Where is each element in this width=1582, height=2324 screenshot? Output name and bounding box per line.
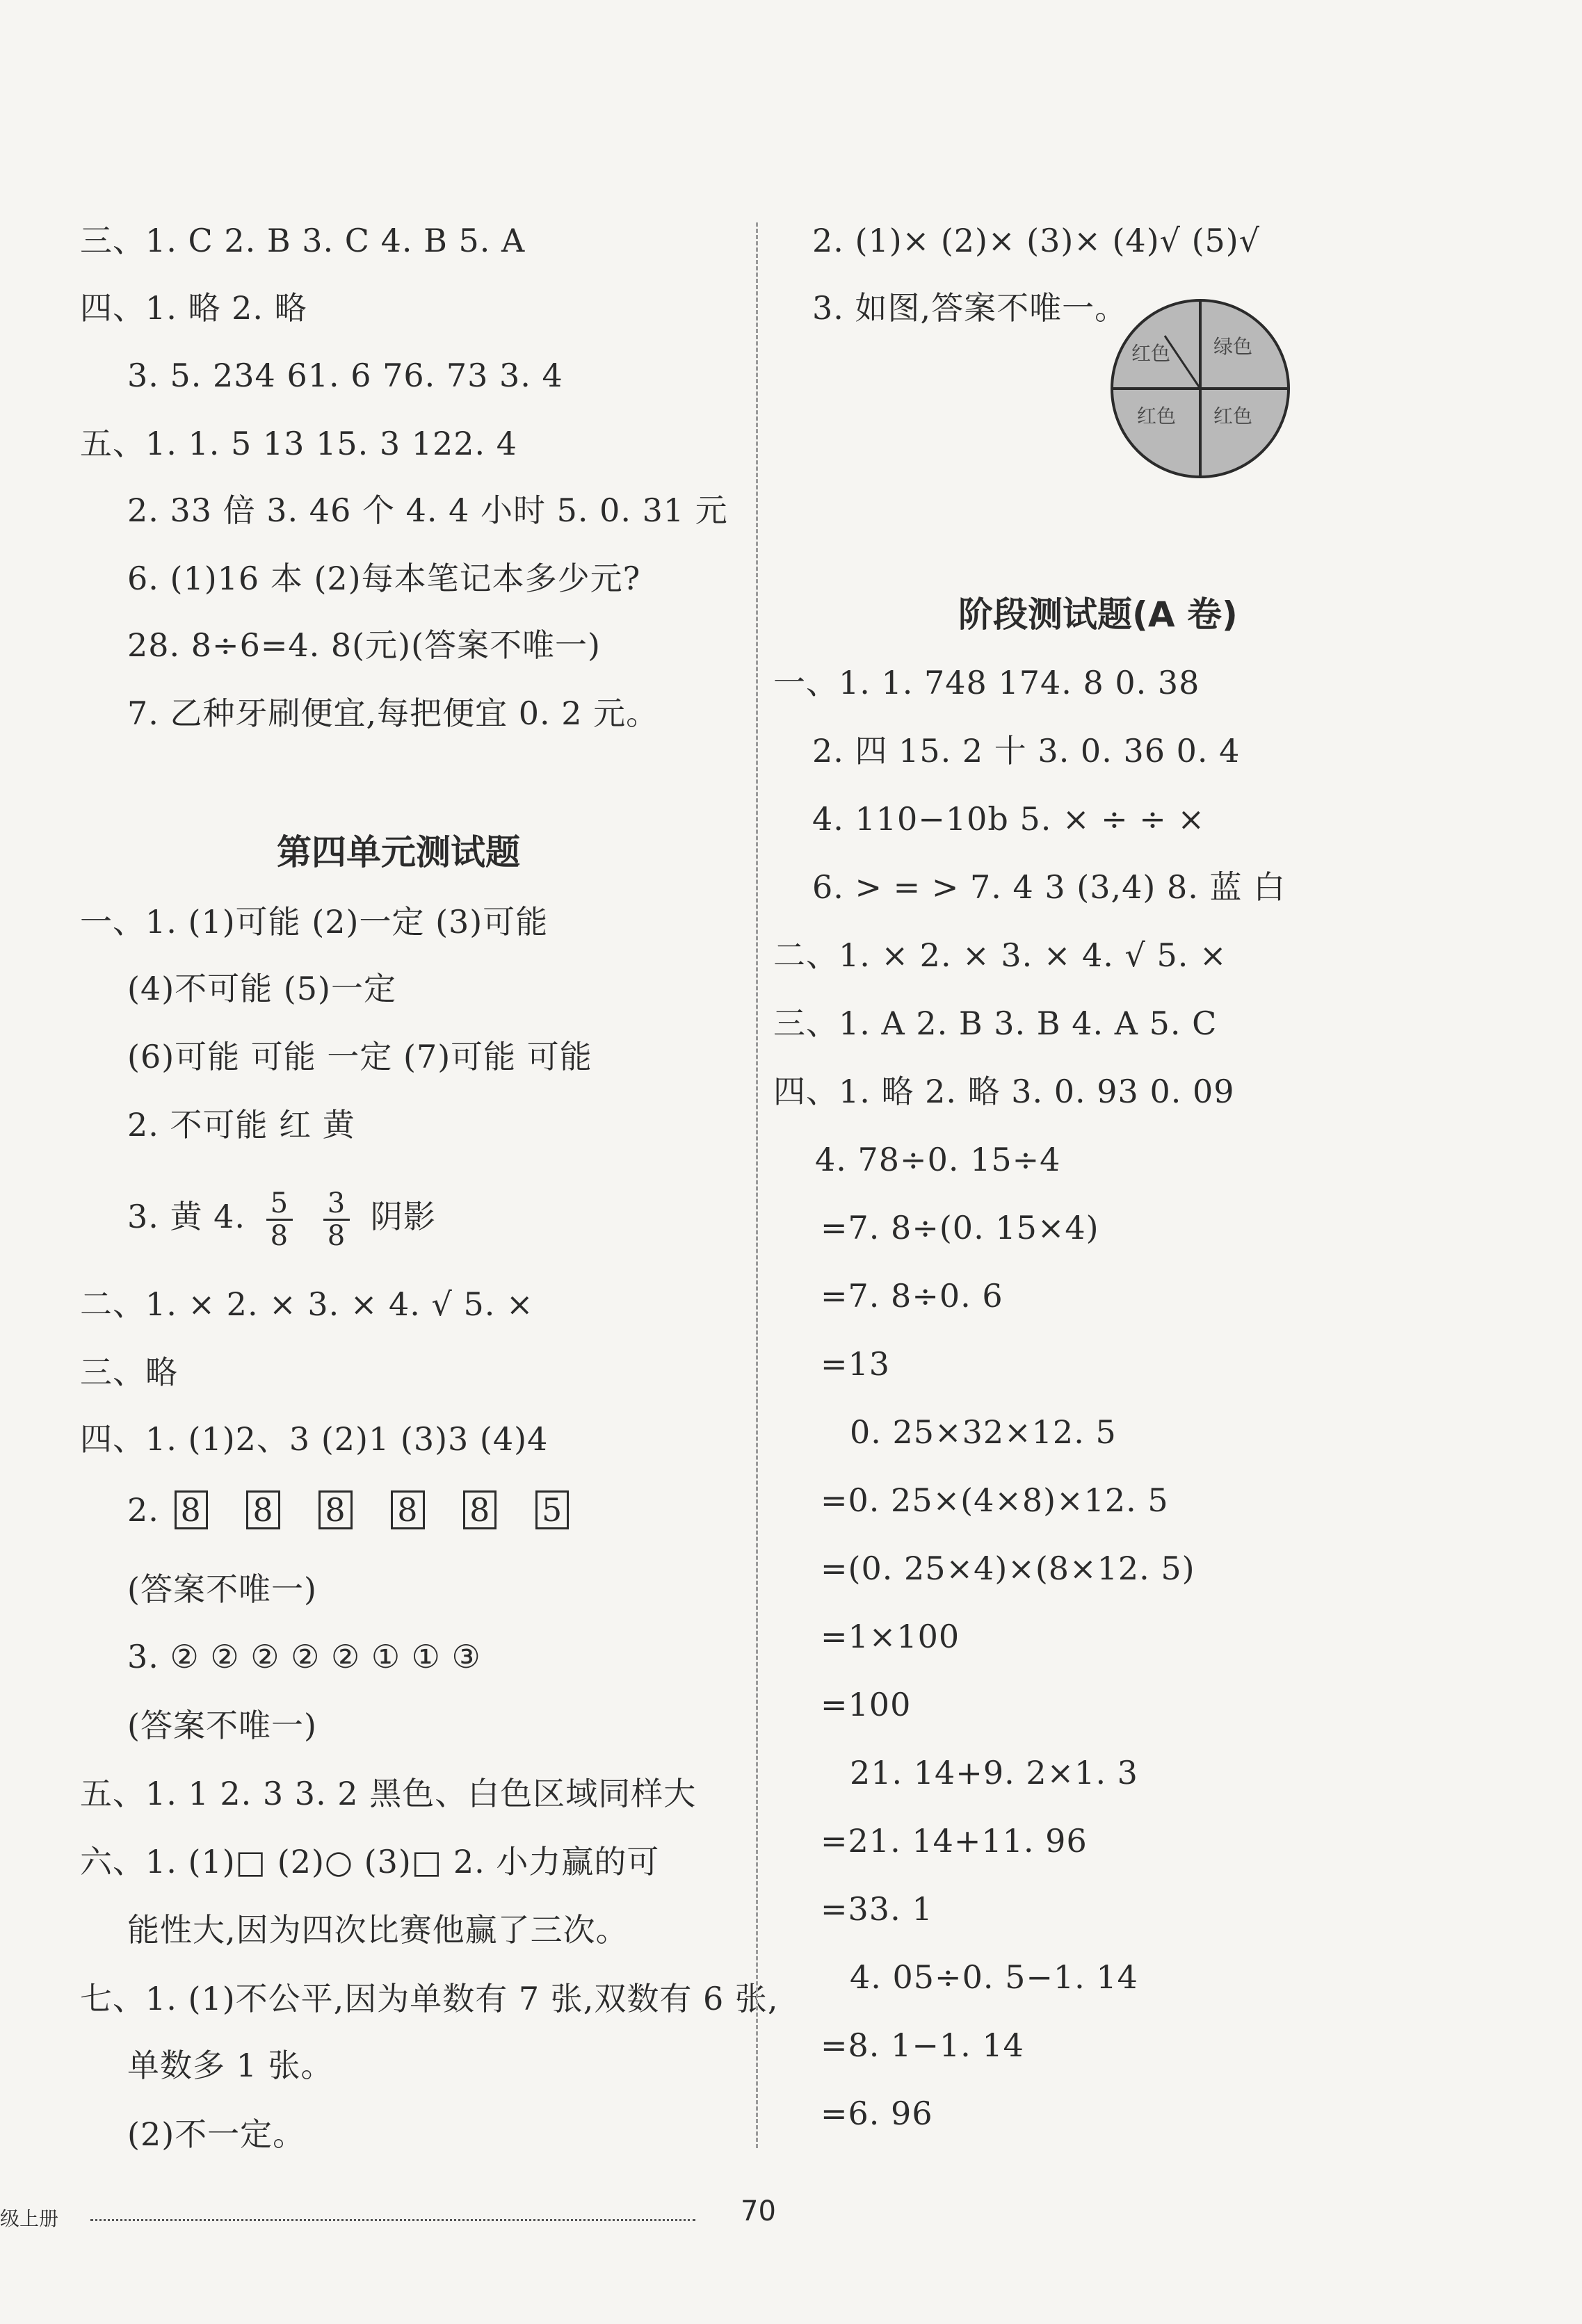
calc-line: =1×100 xyxy=(821,1618,960,1655)
answer-line: 五、1. 1. 5 13 15. 3 122. 4 xyxy=(80,425,518,462)
digit-box: 8 xyxy=(246,1490,280,1529)
answer-line: (6)可能 可能 一定 (7)可能 可能 xyxy=(127,1038,592,1075)
answer-line: 七、1. (1)不公平,因为单数有 7 张,双数有 6 张, xyxy=(80,1980,779,2017)
section-title-stage-test: 阶段测试题(A 卷) xyxy=(958,594,1238,635)
answer-line: 3. 如图,答案不唯一。 xyxy=(812,289,1128,327)
answer-line: 六、1. (1)□ (2)○ (3)□ 2. 小力赢的可 xyxy=(80,1843,660,1880)
answer-line: 三、1. C 2. B 3. C 4. B 5. A xyxy=(80,222,526,259)
pie-label: 绿色 xyxy=(1213,335,1253,358)
answer-line: 6. > = > 7. 4 3 (3,4) 8. 蓝 白 xyxy=(812,868,1286,906)
calc-line: =21. 14+11. 96 xyxy=(821,1822,1088,1860)
answer-line: 一、1. (1)可能 (2)一定 (3)可能 xyxy=(80,903,549,941)
answer-line: 五、1. 1 2. 3 3. 2 黑色、白色区域同样大 xyxy=(80,1775,697,1812)
q3-suffix: 阴影 xyxy=(370,1198,436,1235)
answer-line: 2. (1)× (2)× (3)× (4)√ (5)√ xyxy=(812,222,1261,259)
numerator: 5 xyxy=(266,1188,293,1221)
boxes-prefix: 2. xyxy=(127,1491,159,1529)
digit-box: 8 xyxy=(318,1490,352,1529)
calc-line: 21. 14+9. 2×1. 3 xyxy=(850,1754,1138,1791)
pie-label: 红色 xyxy=(1213,405,1253,428)
pie-label: 红色 xyxy=(1137,405,1177,428)
answer-line: 四、1. (1)2、3 (2)1 (3)3 (4)4 xyxy=(80,1420,549,1458)
answer-line: 2. 33 倍 3. 46 个 4. 4 小时 5. 0. 31 元 xyxy=(127,491,728,529)
answer-line: 2. 不可能 红 黄 xyxy=(127,1106,355,1144)
digit-box: 5 xyxy=(535,1490,569,1529)
answer-line: (答案不唯一) xyxy=(127,1570,317,1608)
footer-dotted-rule xyxy=(90,2219,695,2221)
answer-line: (2)不一定。 xyxy=(127,2115,306,2153)
q3-prefix: 3. 黄 4. xyxy=(127,1198,246,1235)
calc-line: 0. 25×32×12. 5 xyxy=(850,1413,1117,1451)
answer-line: 3. ② ② ② ② ② ① ① ③ xyxy=(127,1638,481,1675)
fraction-3-8 xyxy=(323,1188,350,1251)
calc-line: 4. 05÷0. 5−1. 14 xyxy=(850,1958,1138,1996)
answer-line: 6. (1)16 本 (2)每本笔记本多少元? xyxy=(127,560,641,597)
answer-line: 四、1. 略 2. 略 xyxy=(80,289,307,327)
digit-box: 8 xyxy=(463,1490,497,1529)
digit-box: 8 xyxy=(391,1490,424,1529)
answer-line: 3. 5. 234 61. 6 76. 73 3. 4 xyxy=(127,357,563,394)
calc-line: =7. 8÷(0. 15×4) xyxy=(821,1209,1099,1246)
pie-label: 红色 xyxy=(1131,342,1171,365)
calc-line: =33. 1 xyxy=(821,1890,933,1928)
answer-line: 三、略 xyxy=(80,1354,178,1391)
denominator: 8 xyxy=(270,1219,289,1252)
answer-line: 28. 8÷6=4. 8(元)(答案不唯一) xyxy=(127,626,601,664)
answer-line: 能性大,因为四次比赛他赢了三次。 xyxy=(127,1911,629,1949)
answer-line: 一、1. 1. 748 174. 8 0. 38 xyxy=(773,664,1200,701)
calc-line: 4. 78÷0. 15÷4 xyxy=(815,1141,1061,1178)
page-number: 70 xyxy=(741,2195,776,2227)
calc-line: =8. 1−1. 14 xyxy=(821,2026,1024,2064)
boxed-digits-line xyxy=(127,1489,597,1531)
answer-line: 二、1. × 2. × 3. × 4. √ 5. × xyxy=(80,1285,534,1323)
denominator: 8 xyxy=(327,1219,346,1252)
answer-line: (答案不唯一) xyxy=(127,1707,317,1744)
calc-line: =7. 8÷0. 6 xyxy=(821,1277,1003,1315)
calc-line: =100 xyxy=(821,1686,912,1723)
calc-line: =0. 25×(4×8)×12. 5 xyxy=(821,1481,1169,1519)
answer-line: 2. 四 15. 2 十 3. 0. 36 0. 4 xyxy=(812,732,1241,770)
fraction-answer-line xyxy=(127,1178,436,1255)
answer-line: 7. 乙种牙刷便宜,每把便宜 0. 2 元。 xyxy=(127,694,659,732)
numerator: 3 xyxy=(323,1188,350,1221)
calc-line: =(0. 25×4)×(8×12. 5) xyxy=(821,1550,1195,1587)
answer-line: 4. 110−10b 5. × ÷ ÷ × xyxy=(812,800,1206,838)
answer-line: 单数多 1 张。 xyxy=(127,2047,334,2084)
answer-line: 二、1. × 2. × 3. × 4. √ 5. × xyxy=(773,936,1227,974)
fraction-5-8 xyxy=(266,1188,293,1251)
calc-line: =13 xyxy=(821,1345,891,1383)
footer-book-label: 级上册 xyxy=(0,2207,59,2230)
answer-line: (4)不可能 (5)一定 xyxy=(127,970,396,1007)
digit-box: 8 xyxy=(175,1490,208,1529)
section-title-unit4: 第四单元测试题 xyxy=(277,832,520,872)
answer-line: 四、1. 略 2. 略 3. 0. 93 0. 09 xyxy=(773,1073,1235,1110)
pie-figure xyxy=(1109,298,1291,480)
column-divider xyxy=(756,222,758,2148)
calc-line: =6. 96 xyxy=(821,2095,933,2132)
answer-line: 三、1. A 2. B 3. B 4. A 5. C xyxy=(773,1005,1218,1042)
